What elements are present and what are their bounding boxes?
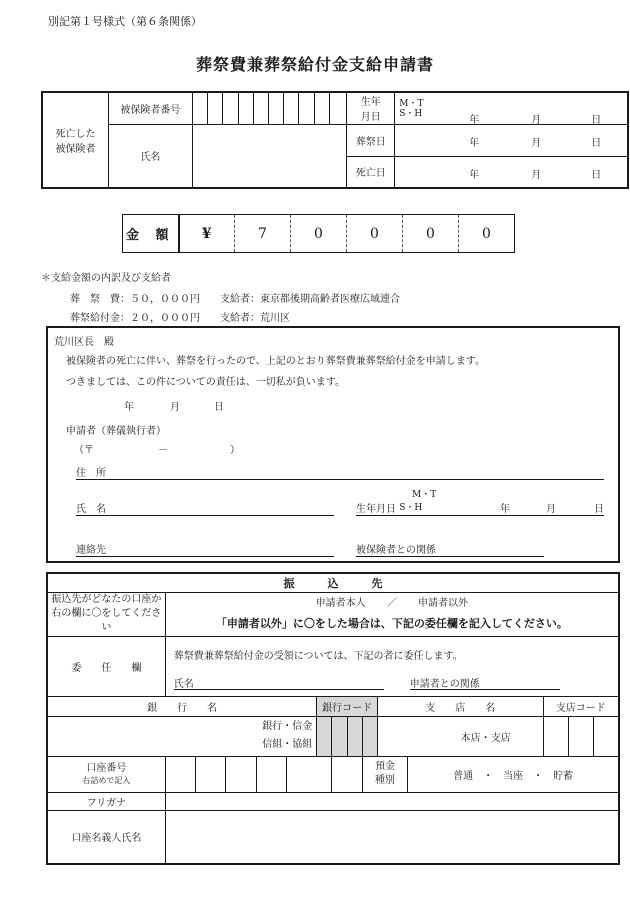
bank-name-field[interactable]: [47, 716, 317, 756]
account-digit[interactable]: [165, 756, 195, 792]
account-digit[interactable]: [286, 756, 331, 792]
addressee: 荒川区長 殿: [54, 337, 114, 348]
applicant-birth-label: 生年月日: [356, 504, 396, 515]
account-holder-label: 口座名義人氏名: [47, 810, 165, 864]
insured-number-digit[interactable]: [329, 92, 346, 124]
delegate-name-field[interactable]: [174, 675, 384, 690]
insured-number-digit[interactable]: [238, 92, 253, 124]
insured-number-label: 被保険者番号: [108, 92, 192, 124]
amount-digit: 0: [482, 225, 491, 242]
delegate-label: 委 任 欄: [47, 636, 165, 696]
deceased-table: [41, 91, 629, 189]
amount-digit: 0: [403, 215, 459, 253]
branch-code-header: 支店コード: [543, 696, 619, 716]
account-holder-field[interactable]: [165, 810, 619, 864]
insured-number-digit[interactable]: [314, 92, 329, 124]
applicant-era-option-2: S・H: [399, 503, 423, 513]
insured-number-digit[interactable]: [223, 92, 238, 124]
death-date-label: 死亡日: [347, 156, 395, 188]
delegate-name-label: 氏名: [173, 678, 194, 690]
choice-self[interactable]: 申請者本人: [315, 598, 366, 609]
day-unit: 日: [591, 169, 602, 181]
insured-number-digit[interactable]: [268, 92, 283, 124]
year-unit: 年: [469, 115, 480, 126]
month-unit: 月: [531, 115, 542, 126]
destination-choice-cell: [165, 592, 619, 636]
branch-code-digit[interactable]: [594, 716, 619, 756]
insured-number-digit[interactable]: [284, 92, 299, 124]
amount-digit: 7: [235, 215, 291, 253]
breakdown-heading: ＊支給金額の内訳及び支給者: [41, 273, 171, 284]
address-field[interactable]: [76, 464, 604, 480]
insured-number-digit[interactable]: [208, 92, 223, 124]
insured-number-digit[interactable]: [299, 92, 314, 124]
birth-date-label-2: 月日: [360, 112, 381, 124]
bank-code-digit[interactable]: [347, 716, 362, 756]
era-option-2: S・H: [399, 109, 423, 119]
bank-code-digit[interactable]: [332, 716, 347, 756]
breakdown-line-2: 葬祭給付金：２０，０００円 支給者：荒川区: [70, 313, 290, 324]
applicant-name-label: 氏 名: [76, 504, 106, 515]
day-unit: 日: [591, 115, 602, 126]
date-year-unit: 年: [124, 402, 134, 413]
amount-digit: 0: [347, 215, 403, 253]
funeral-date-label: 葬祭日: [347, 124, 395, 156]
insured-number-digit[interactable]: [192, 92, 207, 124]
relation-field[interactable]: [356, 541, 544, 557]
birth-date-label: [347, 92, 395, 124]
month-unit: 月: [531, 137, 542, 149]
amount-label: 金 額: [123, 215, 179, 253]
postal-open: （〒: [74, 445, 94, 456]
destination-question: [47, 592, 165, 636]
transfer-table: [46, 572, 620, 865]
deposit-type-label-2: 種別: [375, 775, 395, 786]
year-unit: 年: [469, 169, 480, 181]
year-unit: 年: [469, 137, 480, 149]
deceased-group-label-2: 被保険者: [55, 144, 96, 155]
address-label: 住 所: [76, 468, 106, 479]
death-date-field[interactable]: [395, 156, 628, 188]
bank-type-1: 銀行・信金: [262, 721, 313, 732]
branch-code-digit[interactable]: [568, 716, 593, 756]
account-digit[interactable]: [256, 756, 286, 792]
deceased-name-field[interactable]: [192, 124, 347, 188]
page-title: 葬祭費兼葬祭給付金支給申請書: [195, 55, 434, 74]
account-number-note: 右詰めで記入: [82, 776, 131, 785]
contact-label: 連絡先: [76, 545, 106, 556]
other-choice-note: 「申請者以外」に〇をした場合は、下記の委任欄を記入してください。: [215, 617, 568, 630]
postal-close: ）: [230, 445, 240, 456]
account-number-label: [47, 756, 165, 792]
choice-slash: ／: [386, 598, 397, 609]
delegate-relation-field[interactable]: [410, 675, 560, 690]
day-unit: 日: [591, 137, 602, 149]
delegate-cell: [165, 636, 619, 696]
transfer-header: 振 込 先: [47, 573, 619, 592]
applicant-label: 申請者（葬儀執行者）: [66, 426, 166, 437]
furigana-label: フリガナ: [47, 792, 165, 810]
deposit-type-options[interactable]: 普通 ・ 当座 ・ 貯蓄: [408, 756, 619, 792]
era-option-1: M・T: [399, 99, 424, 109]
account-digit[interactable]: [226, 756, 256, 792]
destination-question-1: 振込先がどなたの口座か: [51, 594, 162, 605]
form-number: 別記第１号様式（第６条関係）: [48, 15, 202, 28]
amount-box: [122, 214, 515, 253]
bank-code-digit[interactable]: [317, 716, 332, 756]
application-statement-1: 被保険者の死亡に伴い、葬祭を行ったので、上記のとおり葬祭費兼葬祭給付金を申請します。: [66, 356, 485, 367]
account-digit[interactable]: [196, 756, 226, 792]
deceased-group-label-1: 死亡した: [55, 129, 96, 140]
relation-label: 被保険者との関係: [356, 545, 436, 556]
amount-digit: ¥: [179, 215, 235, 253]
applicant-era-option-1: M・T: [412, 490, 437, 500]
bank-code-header: 銀行コード: [317, 696, 378, 716]
applicant-birth-field[interactable]: [356, 500, 604, 516]
contact-field[interactable]: [76, 541, 334, 557]
breakdown-line-1: 葬 祭 費：５０，０００円 支給者：東京都後期高齢者医療広域連合: [70, 294, 400, 305]
deposit-type-label-1: 預金: [375, 761, 395, 772]
bank-type-2: 信組・協組: [262, 739, 313, 750]
delegate-text: 葬祭費兼葬祭給付金の受領については、下記の者に委任します。: [173, 650, 463, 662]
postal-dash[interactable]: －: [158, 445, 168, 456]
funeral-date-field[interactable]: [395, 124, 628, 156]
account-number-title: 口座番号: [86, 763, 127, 774]
amount-digit: 0: [291, 215, 347, 253]
era-options: [399, 99, 423, 119]
choice-other[interactable]: 申請者以外: [418, 598, 469, 609]
date-month-unit: 月: [170, 402, 180, 413]
branch-name-field[interactable]: 本店・支店: [377, 716, 543, 756]
delegate-relation-label: 申請者との関係: [409, 678, 480, 690]
bank-code-digit[interactable]: [362, 716, 377, 756]
destination-question-2: 右の欄に〇をしてください: [51, 608, 162, 633]
month-unit: 月: [546, 504, 556, 515]
date-day-unit: 日: [214, 402, 224, 413]
applicant-name-field[interactable]: [76, 500, 334, 516]
application-statement-2: つきましては、この件についての責任は、一切私が負います。: [66, 377, 345, 388]
application-box: [46, 326, 620, 563]
year-unit: 年: [500, 504, 510, 515]
birth-date-label-1: 生年: [360, 97, 381, 109]
deposit-type-label: [362, 756, 407, 792]
branch-code-digit[interactable]: [543, 716, 568, 756]
bank-name-header: 銀 行 名: [47, 696, 317, 716]
deceased-name-label: 氏名: [108, 124, 192, 188]
branch-name-header: 支 店 名: [377, 696, 543, 716]
deceased-group-label: [42, 92, 108, 188]
furigana-field[interactable]: [165, 792, 619, 810]
birth-date-field[interactable]: [395, 92, 628, 124]
month-unit: 月: [531, 169, 542, 181]
insured-number-digit[interactable]: [253, 92, 268, 124]
day-unit: 日: [594, 504, 604, 515]
account-digit[interactable]: [332, 756, 362, 792]
